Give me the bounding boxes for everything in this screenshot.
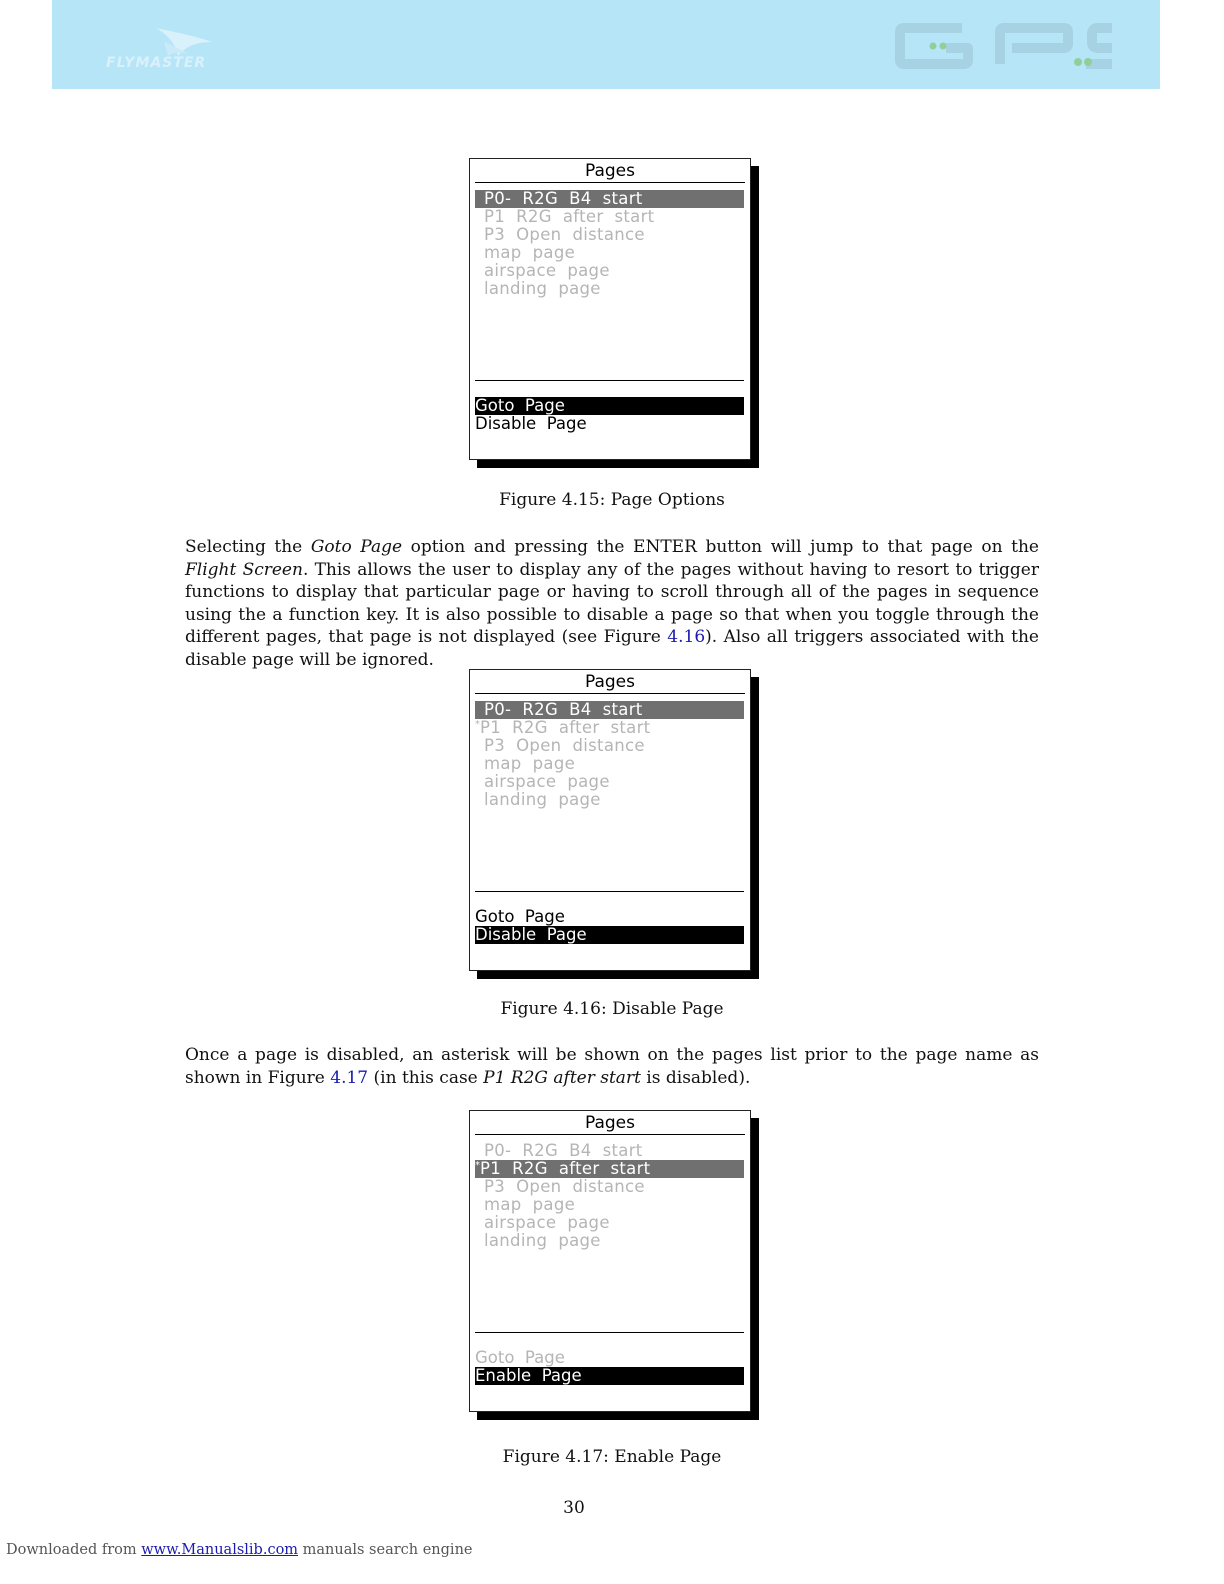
text-run: ). Also all triggers associated with the disable page will be ignored. (185, 627, 1039, 670)
page-list-item[interactable]: P0- R2G B4 start (475, 190, 744, 208)
footer (6, 1542, 473, 1558)
page-list-item[interactable]: P1 R2G after start (484, 207, 655, 226)
title-divider (475, 693, 745, 694)
page-list-item[interactable]: P3 Open distance (484, 225, 645, 244)
page-list-item[interactable]: P0- R2G B4 start (475, 701, 744, 719)
title-divider (475, 1134, 745, 1135)
footer-prefix: Downloaded from (6, 1542, 142, 1558)
screen-title: Pages (584, 1113, 635, 1133)
body-paragraph (185, 536, 1039, 671)
page-list-item[interactable]: map page (484, 754, 576, 773)
disable-page-option[interactable]: Disable Page (475, 926, 744, 944)
enable-page-option[interactable]: Enable Page (475, 1367, 744, 1385)
page-list-item-disabled[interactable] (475, 1160, 744, 1178)
page-list-item[interactable]: P0- R2G B4 start (484, 1141, 643, 1160)
text-run: is disabled). (640, 1067, 751, 1088)
figure-caption: Figure 4.17: Enable Page (502, 1447, 722, 1467)
options-menu (475, 908, 744, 944)
text-run: option and pressing the ENTER button will jump to that page on the (402, 537, 1039, 557)
text-run: Once a page is disabled, an asterisk will be shown on the pages list prior to the page name as shown in Figure (185, 1045, 1039, 1088)
text-run: (in this case (368, 1067, 484, 1088)
emphasis-page-name: P1 R2G after start (483, 1067, 641, 1088)
goto-page-option[interactable]: Goto Page (475, 397, 744, 415)
page-list (475, 190, 744, 298)
menu-divider (475, 891, 744, 892)
page-list-item-disabled[interactable] (475, 719, 744, 737)
page-list-item[interactable]: P3 Open distance (484, 736, 645, 755)
emphasis-goto-page: Goto Page (310, 537, 403, 557)
page-list-item[interactable]: map page (484, 243, 576, 262)
page-list (475, 701, 744, 809)
page-number: 30 (563, 1498, 585, 1518)
page-list-item[interactable]: landing page (484, 790, 601, 809)
emphasis-flight-screen: Flight Screen (185, 559, 303, 580)
screen-title: Pages (584, 161, 635, 181)
page-list-item[interactable]: P3 Open distance (484, 1177, 645, 1196)
brand-name: FLYMASTER (106, 55, 207, 71)
gps-logo-icon (842, 18, 1112, 74)
disable-page-option[interactable]: Disable Page (475, 414, 587, 433)
device-screen-disable-page (469, 669, 751, 971)
device-screen-page-options (469, 158, 751, 460)
page-label: P1 R2G after start (480, 718, 651, 737)
page-label: P1 R2G after start (480, 1159, 651, 1178)
options-menu (475, 397, 744, 433)
goto-page-option[interactable]: Goto Page (475, 1348, 565, 1367)
text-run: . This allows the user to display any of the pages without having to resort to trigger functions to display that particular page or having to scroll through all of the pages in sequence using the a function key. It is also possible to disable a page so that when you toggle through the different pages, that page is not displayed (see Figure (185, 559, 1039, 647)
page-list-item[interactable]: map page (484, 1195, 576, 1214)
header-banner (52, 0, 1160, 89)
manualslib-link[interactable]: www.Manualslib.com (141, 1542, 299, 1558)
figure-reference-link[interactable]: 4.16 (667, 627, 706, 647)
menu-divider (475, 1332, 744, 1333)
options-menu (475, 1349, 744, 1385)
page-list (475, 1142, 744, 1250)
page-list-item[interactable]: landing page (484, 1231, 601, 1250)
page-list-item[interactable]: landing page (484, 279, 601, 298)
body-paragraph (185, 1044, 1039, 1089)
device-screen-enable-page (469, 1110, 751, 1412)
screen-title: Pages (584, 672, 635, 692)
page-list-item[interactable]: airspace page (484, 772, 610, 791)
page-list-item[interactable]: airspace page (484, 1213, 610, 1232)
menu-divider (475, 380, 744, 381)
asterisk-icon: * (475, 719, 481, 730)
goto-page-option[interactable]: Goto Page (475, 907, 565, 926)
page-list-item[interactable]: airspace page (484, 261, 610, 280)
asterisk-icon: * (475, 1160, 481, 1171)
text-run: Selecting the (185, 537, 311, 557)
figure-caption: Figure 4.15: Page Options (499, 490, 725, 510)
figure-caption: Figure 4.16: Disable Page (500, 999, 724, 1019)
figure-reference-link[interactable]: 4.17 (330, 1067, 369, 1088)
title-divider (475, 182, 745, 183)
footer-suffix: manuals search engine (298, 1542, 473, 1558)
